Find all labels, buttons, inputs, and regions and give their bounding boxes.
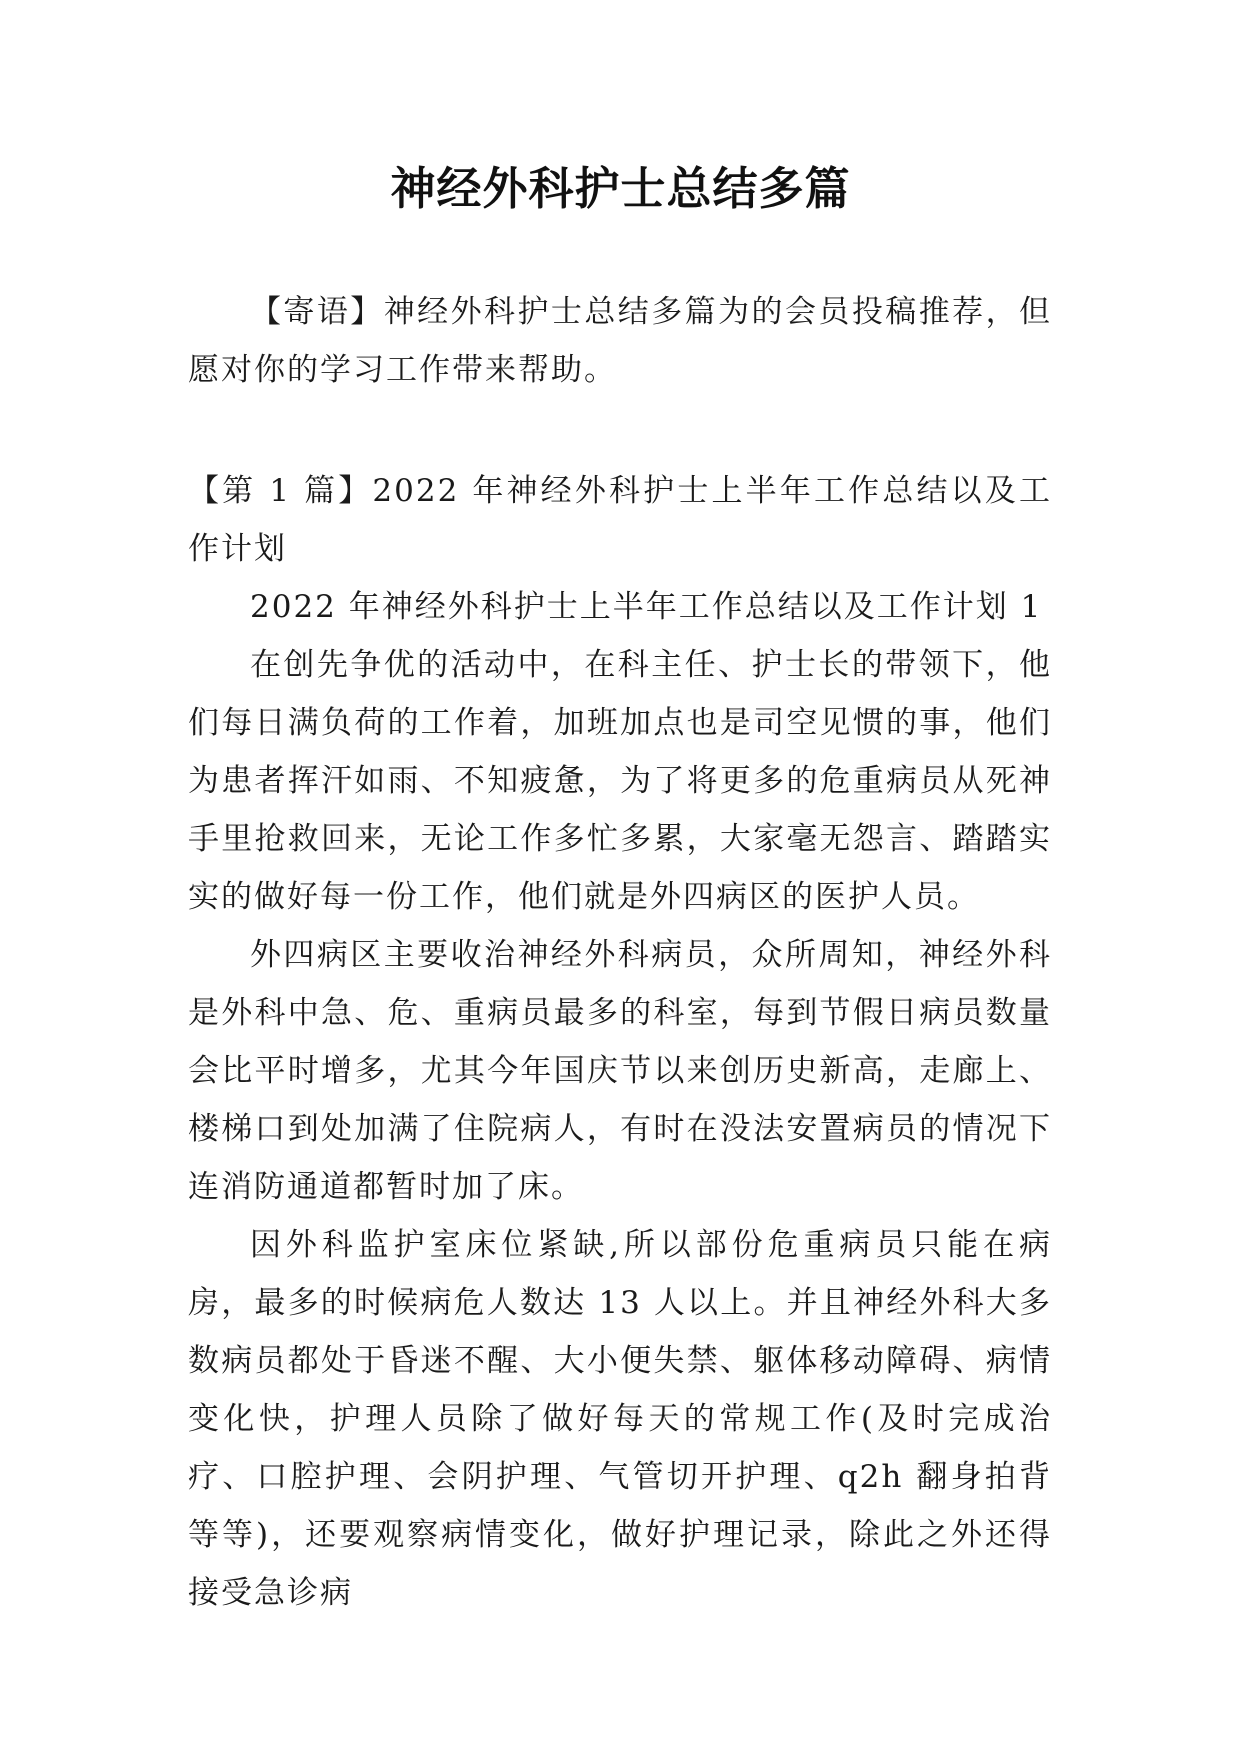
intro-paragraph: 【寄语】神经外科护士总结多篇为的会员投稿推荐，但愿对你的学习工作带来帮助。: [188, 294, 1052, 388]
intro-block: [188, 283, 1052, 399]
body-paragraph: 因外科监护室床位紧缺,所以部份危重病员只能在病房，最多的时候病危人数达 13 人以上。并且神经外科大多数病员都处于昏迷不醒、大小便失禁、躯体移动障碍、病情变化快，护理人员除了做好每天的常规工作(及时完成治疗、口腔护理、会阴护理、气管切开护理、q2h 翻身拍背等等)，还要观察病情变化，做好护理记录，除此之外还得接受急诊病: [188, 1227, 1052, 1611]
body-paragraph: 在创先争优的活动中，在科主任、护士长的带领下，他们每日满负荷的工作着，加班加点也是司空见惯的事，他们为患者挥汗如雨、不知疲惫，为了将更多的危重病员从死神手里抢救回来，无论工作多忙多累，大家毫无怨言、踏踏实实的做好每一份工作，他们就是外四病区的医护人员。: [188, 647, 1052, 915]
body-paragraph: 外四病区主要收治神经外科病员，众所周知，神经外科是外科中急、危、重病员最多的科室，每到节假日病员数量会比平时增多，尤其今年国庆节以来创历史新高，走廊上、楼梯口到处加满了住院病人，有时在没法安置病员的情况下连消防通道都暂时加了床。: [188, 937, 1052, 1205]
section-heading: 【第 1 篇】2022 年神经外科护士上半年工作总结以及工作计划: [188, 473, 1052, 567]
section-subheading: 2022 年神经外科护士上半年工作总结以及工作计划 1: [250, 589, 1043, 625]
section-block: [188, 462, 1052, 1622]
document-title: 神经外科护士总结多篇: [390, 162, 851, 215]
